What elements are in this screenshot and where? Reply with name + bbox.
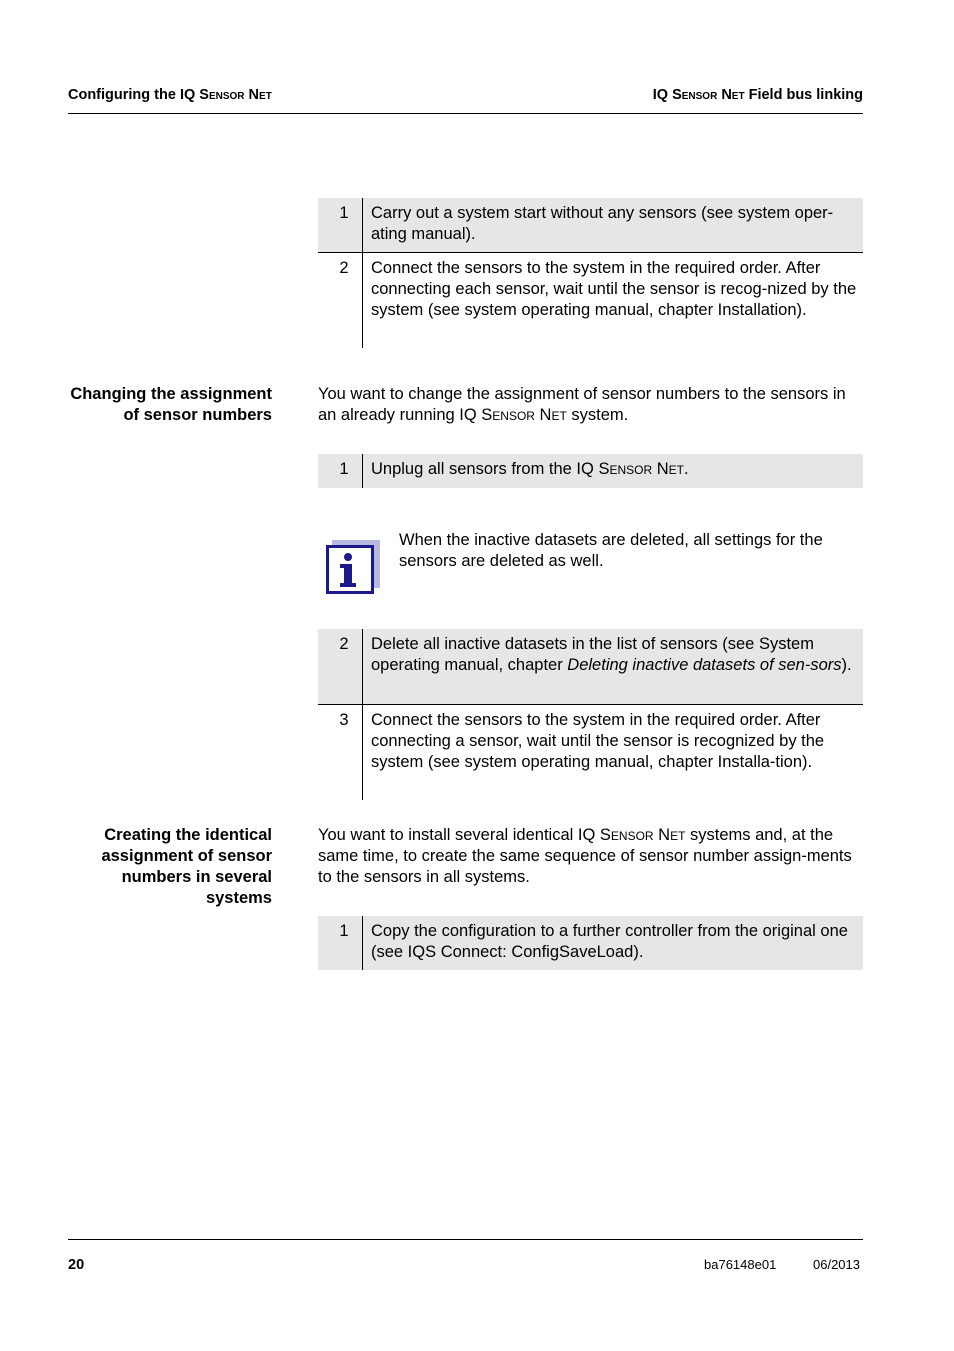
- changing-intro: [318, 384, 866, 426]
- step-text: [363, 629, 863, 704]
- identical-intro-pre: You want to install several identical IQ: [318, 826, 600, 844]
- step-text: Connect the sensors to the system in the required order. After connecting each sensor, wait until the sensor is recog-nized by the system (see system operating manual, chapter Installation).: [371, 259, 857, 319]
- changing-step-3: [318, 705, 863, 800]
- identical-intro-post: systems and, at the same time, to create the same sequence of sensor number assign-ments to the sensors in all systems.: [318, 826, 852, 886]
- step-number: 1: [318, 198, 363, 252]
- header-left-prefix: Configuring the IQ: [68, 87, 200, 103]
- step-number: 1: [318, 916, 363, 970]
- changing-intro-pre: You want to change the assignment of sensor numbers to the sensors in an already running IQ: [318, 385, 846, 424]
- side-heading-changing: Changing the assignment of sensor numbers: [70, 385, 272, 424]
- identical-step-1: [318, 916, 863, 970]
- step-number: 2: [318, 629, 363, 704]
- header-rule: [68, 113, 863, 114]
- intro-step-2: [318, 253, 863, 348]
- intro-step-1: [318, 198, 863, 253]
- info-icon: [326, 540, 380, 595]
- step-number: 2: [318, 253, 363, 348]
- document-number: ba76148e01: [704, 1257, 777, 1272]
- step-text-pre: Unplug all sensors from the IQ: [371, 460, 599, 478]
- step-text-chapter: Deleting inactive datasets of sen-sors: [567, 656, 842, 674]
- changing-intro-brand: Sensor Net: [481, 406, 567, 424]
- step-text-pre: Delete all inactive datasets in the list of sensors (see System operating manual, chapter: [371, 635, 814, 674]
- step-text: Connect the sensors to the system in the required order. After connecting a sensor, wait until the sensor is recognized by the system (see system operating manual, chapter Installa-tion).: [371, 711, 825, 771]
- identical-intro: [318, 825, 866, 888]
- changing-intro-post: system.: [566, 406, 629, 424]
- changing-step-2: [318, 629, 863, 705]
- step-text-brand: Sensor Net: [598, 460, 684, 478]
- step-text-post: ).: [841, 656, 852, 674]
- header-left-brand: Sensor Net: [199, 87, 272, 103]
- document-date: 06/2013: [813, 1257, 860, 1272]
- info-note: When the inactive datasets are deleted, all settings for the sensors are deleted as well.: [399, 531, 823, 570]
- step-text: [363, 454, 863, 488]
- step-number: 3: [318, 705, 363, 800]
- step-number: 1: [318, 454, 363, 488]
- step-text-post: .: [683, 460, 689, 478]
- step-text: Copy the configuration to a further controller from the original one (see IQS Connect: ConfigSaveLoad).: [371, 922, 848, 961]
- step-text: Carry out a system start without any sensors (see system oper-ating manual).: [371, 204, 834, 243]
- header-right-prefix: IQ: [652, 87, 673, 103]
- header-right-brand: Sensor Net: [672, 87, 745, 103]
- footer-rule: [68, 1239, 863, 1240]
- identical-intro-brand: Sensor Net: [599, 826, 686, 844]
- header-right-suffix: Field bus linking: [744, 87, 863, 103]
- running-header-left: [68, 87, 272, 103]
- changing-step-1: [318, 454, 863, 488]
- side-heading-identical: Creating the identical assignment of sensor numbers in several systems: [101, 826, 272, 907]
- page-number: 20: [68, 1257, 85, 1273]
- running-header-right: [653, 87, 863, 103]
